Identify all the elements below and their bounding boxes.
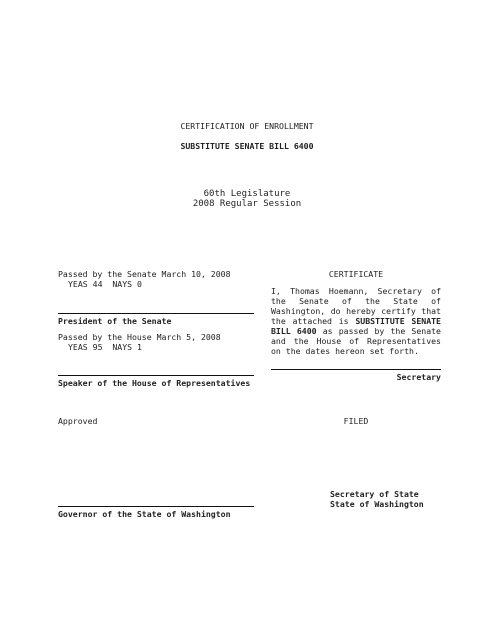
- certification-title: CERTIFICATION OF ENROLLMENT: [180, 121, 314, 131]
- secretary-signature-line: [271, 369, 441, 370]
- house-passed: Passed by the House March 5, 2008: [58, 332, 221, 342]
- certificate-line: on the dates hereon set forth.: [271, 346, 419, 356]
- senate-passed: Passed by the Senate March 10, 2008: [58, 269, 231, 279]
- certificate-line: the Senate of the State of: [271, 296, 441, 306]
- governor-label: Governor of the State of Washington: [58, 509, 231, 519]
- speaker-signature-line: [58, 375, 254, 376]
- certificate-line: BILL 6400 as passed by the Senate: [271, 326, 441, 336]
- certificate-line: Washington, do hereby certify that: [271, 306, 441, 316]
- filed-label: FILED: [343, 416, 369, 426]
- senate-votes: YEAS 44 NAYS 0: [68, 279, 142, 289]
- secretary-of-state-line2: State of Washington: [330, 499, 424, 509]
- bill-title: SUBSTITUTE SENATE BILL 6400: [180, 141, 314, 151]
- president-signature-line: [58, 313, 254, 314]
- certificate-body: [271, 286, 441, 356]
- certificate-line: the attached is SUBSTITUTE SENATE: [271, 316, 441, 326]
- secretary-label: Secretary: [396, 372, 441, 382]
- house-votes: YEAS 95 NAYS 1: [68, 342, 142, 352]
- certificate-heading: CERTIFICATE: [328, 269, 384, 279]
- certificate-line: and the House of Representatives: [271, 336, 441, 346]
- speaker-label: Speaker of the House of Representatives: [58, 378, 251, 388]
- president-label: President of the Senate: [58, 316, 172, 326]
- legislature: 60th Legislature: [203, 189, 291, 199]
- approved-label: Approved: [58, 416, 98, 426]
- session: 2008 Regular Session: [192, 199, 302, 209]
- secretary-of-state-line1: Secretary of State: [330, 489, 419, 499]
- certificate-line: I, Thomas Hoemann, Secretary of: [271, 286, 441, 296]
- governor-signature-line: [58, 506, 254, 507]
